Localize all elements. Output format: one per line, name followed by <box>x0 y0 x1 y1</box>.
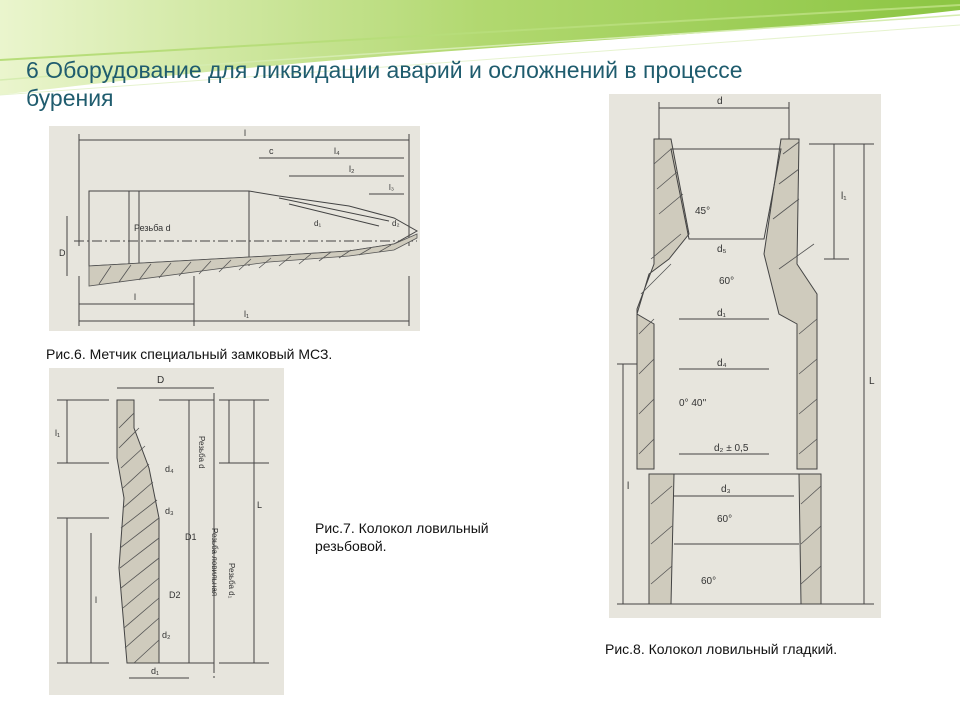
figure-6-caption: Рис.6. Метчик специальный замковый МСЗ. <box>46 346 333 362</box>
fig6-label-c: c <box>269 146 274 156</box>
fig7-label-D2: D2 <box>169 590 181 600</box>
figure-6-tap-drawing <box>49 126 420 331</box>
fig8-label-d2: d₂ ± 0,5 <box>714 443 749 454</box>
fig7-label-l1-left: l₁ <box>55 428 61 438</box>
fig8-label-45: 45° <box>695 206 711 217</box>
fig7-label-d4: d₄ <box>165 464 174 474</box>
fig6-label-l1: l₁ <box>244 309 250 319</box>
fig8-label-l: l <box>627 481 630 492</box>
figure-7-caption <box>315 519 489 555</box>
fig6-label-l3: l₃ <box>389 183 395 192</box>
fig6-label-thread: Резьба d <box>134 223 171 233</box>
fig7-label-d1: d₁ <box>151 666 160 676</box>
fig6-label-d1: d₁ <box>314 219 322 228</box>
fig6-label-d2: d₂ <box>392 219 400 228</box>
figure-7-threaded-bell-drawing <box>49 368 284 695</box>
fig8-label-60c: 60° <box>701 576 717 587</box>
fig7-label-d3: d₃ <box>165 506 174 516</box>
figure-7-caption-line-1: Рис.7. Колокол ловильный <box>315 520 489 536</box>
fig8-label-d3: d₃ <box>721 484 731 495</box>
fig8-label-0-40: 0° 40'' <box>679 398 707 409</box>
fig7-label-thread-d: Резьба d <box>197 436 206 469</box>
fig8-label-d4: d₄ <box>717 358 727 369</box>
fig7-label-thread-d1: Резьба d₁ <box>227 563 236 599</box>
fig8-label-60b: 60° <box>717 514 733 525</box>
slide-title-line-2: бурения <box>26 85 114 111</box>
figure-8-smooth-bell-drawing <box>609 94 881 618</box>
fig8-label-d5: d₅ <box>717 244 727 255</box>
fig7-label-L: L <box>257 500 263 510</box>
fig8-label-l1: l₁ <box>841 191 847 202</box>
fig8-label-L: L <box>869 376 875 387</box>
fig8-label-d1: d₁ <box>717 308 726 319</box>
fig7-label-l: l <box>95 595 97 605</box>
fig6-label-l2: l₂ <box>349 164 355 174</box>
fig6-label-l4: l₄ <box>334 146 340 156</box>
fig7-label-catch-thread: Резьба ловильная <box>210 528 219 597</box>
fig6-label-D: D <box>59 248 66 258</box>
fig6-label-l-bottom: l <box>134 292 136 302</box>
fig7-label-d2: d₂ <box>162 630 171 640</box>
figure-7-caption-line-2: резьбовой. <box>315 538 387 554</box>
slide-title-line-1: 6 Оборудование для ликвидации аварий и осложнений в процессе <box>26 57 743 83</box>
fig7-label-D1: D1 <box>185 532 197 542</box>
fig8-label-d: d <box>717 96 723 107</box>
fig8-label-60a: 60° <box>719 276 735 287</box>
figure-8-caption: Рис.8. Колокол ловильный гладкий. <box>605 641 838 657</box>
fig7-label-D: D <box>157 375 165 386</box>
fig6-label-l-top: l <box>244 128 246 138</box>
